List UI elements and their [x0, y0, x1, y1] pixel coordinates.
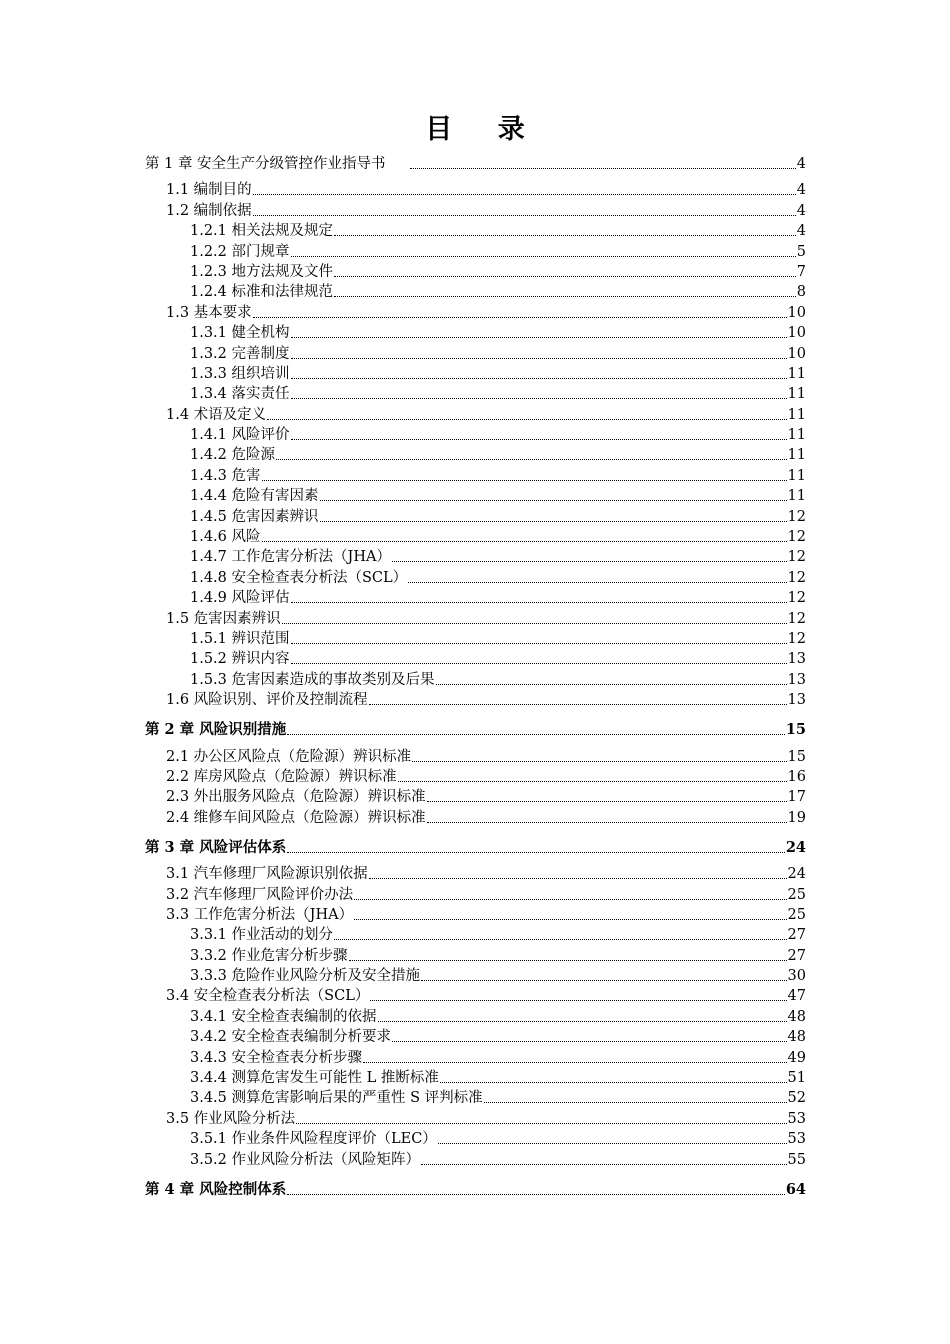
- toc-page-number: 13: [787, 692, 806, 709]
- toc-entry[interactable]: [145, 282, 806, 302]
- toc-entry[interactable]: [145, 1006, 806, 1026]
- dot-leader: [354, 919, 786, 920]
- dot-leader: [253, 194, 796, 195]
- toc-entry-title: 1.4 术语及定义: [166, 406, 267, 423]
- toc-entry[interactable]: [145, 364, 806, 384]
- toc-entry-title: 1.4.4 危险有害因素: [190, 488, 319, 505]
- toc-page-number: 11: [787, 447, 806, 464]
- toc-entry-title: 1.2.2 部门规章: [190, 243, 290, 260]
- toc-page-number: 48: [787, 1008, 806, 1025]
- toc-page-number: 13: [787, 671, 806, 688]
- toc-entry[interactable]: [145, 323, 806, 343]
- toc-entry[interactable]: [145, 343, 806, 363]
- toc-entry-title: 2.4 维修车间风险点（危险源）辨识标准: [166, 809, 426, 826]
- toc-entry-title: 1.3.3 组织培训: [190, 365, 290, 382]
- toc-entry[interactable]: [145, 1149, 806, 1169]
- toc-entry-title: 3.3.1 作业活动的划分: [190, 927, 334, 944]
- toc-chapter-entry[interactable]: [145, 836, 806, 858]
- dot-leader: [438, 1143, 787, 1144]
- table-of-contents: [145, 152, 806, 1200]
- toc-entry[interactable]: [145, 384, 806, 404]
- toc-page-number: 10: [787, 325, 806, 342]
- toc-entry[interactable]: [145, 1129, 806, 1149]
- dot-leader: [410, 168, 796, 169]
- toc-entry[interactable]: [145, 925, 806, 945]
- dot-leader: [369, 878, 787, 879]
- toc-entry-title: 第 3 章 风险评估体系: [145, 838, 287, 856]
- dot-leader: [253, 215, 796, 216]
- toc-entry-title: 1.4.6 风险: [190, 529, 261, 546]
- toc-entry[interactable]: [145, 200, 806, 220]
- toc-page-number: 52: [787, 1090, 806, 1107]
- dot-leader: [253, 317, 787, 318]
- dot-leader: [392, 561, 787, 562]
- toc-entry[interactable]: [145, 690, 806, 710]
- toc-entry-title: 1.3.4 落实责任: [190, 386, 290, 403]
- dot-leader: [296, 1123, 786, 1124]
- toc-entry-title: 2.3 外出服务风险点（危险源）辨识标准: [166, 789, 426, 806]
- dot-leader: [320, 500, 787, 501]
- dot-leader: [349, 960, 787, 961]
- toc-entry[interactable]: [145, 1027, 806, 1047]
- toc-page-number: 12: [787, 569, 806, 586]
- toc-entry[interactable]: [145, 262, 806, 282]
- toc-page-number: 48: [787, 1029, 806, 1046]
- dot-leader: [282, 623, 787, 624]
- toc-page-number: 53: [787, 1110, 806, 1127]
- dot-leader: [291, 358, 787, 359]
- toc-entry-title: 1.4.9 风险评估: [190, 590, 290, 607]
- toc-page-number: 24: [785, 838, 806, 856]
- toc-page-number: 4: [796, 156, 806, 172]
- dot-leader: [392, 1041, 787, 1042]
- toc-entry[interactable]: [145, 547, 806, 567]
- toc-entry-title: 3.4.4 测算危害发生可能性 L 推断标准: [190, 1070, 439, 1087]
- toc-entry[interactable]: [145, 527, 806, 547]
- toc-entry[interactable]: [145, 425, 806, 445]
- toc-page-number: 12: [787, 590, 806, 607]
- dot-leader: [484, 1102, 787, 1103]
- toc-page-number: 25: [787, 906, 806, 923]
- toc-entry[interactable]: [145, 588, 806, 608]
- toc-entry[interactable]: [145, 302, 806, 322]
- toc-entry[interactable]: [145, 1108, 806, 1128]
- dot-leader: [291, 398, 787, 399]
- toc-entry-title: 3.4.3 安全检查表分析步骤: [190, 1049, 363, 1066]
- toc-page-number: 51: [787, 1070, 806, 1087]
- toc-entry-title: 1.2.1 相关法规及规定: [190, 223, 334, 240]
- dot-leader: [291, 602, 787, 603]
- toc-entry-title: 1.5.1 辨识范围: [190, 630, 290, 647]
- toc-chapter-entry[interactable]: [145, 718, 806, 740]
- toc-page-number: 16: [787, 768, 806, 785]
- toc-page-number: 27: [787, 927, 806, 944]
- toc-entry-title: 2.1 办公区风险点（危险源）辨识标准: [166, 748, 412, 765]
- toc-entry[interactable]: [145, 905, 806, 925]
- toc-entry-title: 2.2 库房风险点（危险源）辨识标准: [166, 768, 397, 785]
- toc-entry-title: 1.6 风险识别、评价及控制流程: [166, 692, 368, 709]
- toc-entry[interactable]: [145, 1047, 806, 1067]
- toc-entry-title: 3.4 安全检查表分析法（SCL）: [166, 988, 370, 1005]
- toc-page-number: 47: [787, 988, 806, 1005]
- toc-page-number: 25: [787, 886, 806, 903]
- toc-entry[interactable]: [145, 180, 806, 200]
- dot-leader: [427, 801, 787, 802]
- toc-entry-title: 1.2.4 标准和法律规范: [190, 284, 334, 301]
- dot-leader: [369, 704, 787, 705]
- toc-entry[interactable]: [145, 884, 806, 904]
- toc-entry-title: 1.3 基本要求: [166, 304, 252, 321]
- toc-entry-title: 3.4.2 安全检查表编制分析要求: [190, 1029, 392, 1046]
- toc-entry-title: 1.3.1 健全机构: [190, 325, 290, 342]
- toc-entry-title: 1.2 编制依据: [166, 202, 252, 219]
- toc-page-number: 64: [785, 1180, 806, 1198]
- toc-page-number: 15: [787, 748, 806, 765]
- toc-page-number: 11: [787, 427, 806, 444]
- toc-entry[interactable]: [145, 746, 806, 766]
- dot-leader: [262, 541, 787, 542]
- toc-page-number: 17: [787, 789, 806, 806]
- toc-chapter-entry[interactable]: [145, 152, 806, 174]
- toc-page-number: 12: [787, 630, 806, 647]
- toc-page-number: 5: [796, 243, 806, 260]
- toc-entry-title: 3.2 汽车修理厂风险评价办法: [166, 886, 354, 903]
- dot-leader: [287, 734, 785, 735]
- toc-entry-title: 1.4.5 危害因素辨识: [190, 508, 319, 525]
- toc-page-number: 11: [787, 488, 806, 505]
- toc-page-number: 12: [787, 529, 806, 546]
- toc-entry-title: 第 4 章 风险控制体系: [145, 1180, 287, 1198]
- toc-page-number: 13: [787, 651, 806, 668]
- dot-leader: [334, 939, 787, 940]
- dot-leader: [363, 1062, 787, 1063]
- toc-entry[interactable]: [145, 787, 806, 807]
- toc-entry[interactable]: [145, 986, 806, 1006]
- dot-leader: [398, 781, 787, 782]
- toc-page-number: 12: [787, 610, 806, 627]
- toc-page-number: 7: [796, 263, 806, 280]
- toc-entry-title: 第 1 章 安全生产分级管控作业指导书: [145, 156, 386, 172]
- toc-entry-title: 3.3.2 作业危害分析步骤: [190, 947, 348, 964]
- toc-entry-title: 1.4.2 危险源: [190, 447, 276, 464]
- dot-leader: [334, 296, 796, 297]
- toc-page-number: 55: [787, 1151, 806, 1168]
- toc-entry-title: 3.4.1 安全检查表编制的依据: [190, 1008, 377, 1025]
- toc-entry-title: 1.2.3 地方法规及文件: [190, 263, 334, 280]
- toc-entry[interactable]: [145, 241, 806, 261]
- toc-entry-title: 1.5.2 辨识内容: [190, 651, 290, 668]
- toc-entry[interactable]: [145, 404, 806, 424]
- toc-entry-title: 3.5 作业风险分析法: [166, 1110, 296, 1127]
- toc-entry-title: 1.1 编制目的: [166, 182, 252, 199]
- toc-entry[interactable]: [145, 486, 806, 506]
- dot-leader: [287, 1194, 785, 1195]
- toc-entry[interactable]: [145, 567, 806, 587]
- dot-leader: [267, 419, 786, 420]
- toc-entry-title: 第 2 章 风险识别措施: [145, 721, 287, 739]
- toc-entry[interactable]: [145, 608, 806, 628]
- toc-entry[interactable]: [145, 807, 806, 827]
- toc-entry-title: 1.4.3 危害: [190, 467, 261, 484]
- dot-leader: [436, 684, 787, 685]
- dot-leader: [421, 980, 787, 981]
- toc-entry-title: 3.5.1 作业条件风险程度评价（LEC）: [190, 1131, 437, 1148]
- dot-leader: [291, 663, 787, 664]
- dot-leader: [370, 1000, 786, 1001]
- toc-entry[interactable]: [145, 966, 806, 986]
- toc-page-number: 4: [796, 202, 806, 219]
- dot-leader: [291, 378, 787, 379]
- toc-page-number: 53: [787, 1131, 806, 1148]
- toc-entry[interactable]: [145, 1068, 806, 1088]
- toc-entry[interactable]: [145, 445, 806, 465]
- dot-leader: [291, 439, 787, 440]
- toc-entry[interactable]: [145, 1088, 806, 1108]
- toc-entry-title: 1.5.3 危害因素造成的事故类别及后果: [190, 671, 435, 688]
- dot-leader: [276, 459, 787, 460]
- toc-entry[interactable]: [145, 649, 806, 669]
- dot-leader: [262, 480, 787, 481]
- toc-page-number: 12: [787, 508, 806, 525]
- toc-entry-title: 3.5.2 作业风险分析法（风险矩阵）: [190, 1151, 421, 1168]
- toc-page-number: 11: [787, 467, 806, 484]
- dot-leader: [427, 822, 787, 823]
- dot-leader: [291, 337, 787, 338]
- page-title: 目 录: [425, 114, 543, 145]
- dot-leader: [354, 899, 786, 900]
- dot-leader: [440, 1082, 787, 1083]
- toc-page-number: 49: [787, 1049, 806, 1066]
- toc-entry-title: 3.4.5 测算危害影响后果的严重性 S 评判标准: [190, 1090, 483, 1107]
- dot-leader: [334, 276, 796, 277]
- toc-entry-title: 1.5 危害因素辨识: [166, 610, 281, 627]
- dot-leader: [287, 852, 785, 853]
- toc-page-number: 8: [796, 284, 806, 301]
- toc-entry[interactable]: [145, 945, 806, 965]
- dot-leader: [378, 1021, 787, 1022]
- toc-page-number: 24: [787, 866, 806, 883]
- toc-entry-title: 1.4.8 安全检查表分析法（SCL）: [190, 569, 408, 586]
- dot-leader: [320, 521, 787, 522]
- toc-page-number: 12: [787, 549, 806, 566]
- toc-entry[interactable]: [145, 506, 806, 526]
- toc-entry[interactable]: [145, 669, 806, 689]
- dot-leader: [334, 235, 796, 236]
- toc-page-number: 11: [787, 386, 806, 403]
- dot-leader: [291, 643, 787, 644]
- toc-page-number: 15: [785, 721, 806, 739]
- toc-entry[interactable]: [145, 767, 806, 787]
- toc-chapter-entry[interactable]: [145, 1178, 806, 1200]
- toc-page-number: 4: [796, 182, 806, 199]
- toc-entry[interactable]: [145, 465, 806, 485]
- toc-entry[interactable]: [145, 221, 806, 241]
- toc-page-number: 19: [787, 809, 806, 826]
- toc-entry-title: 3.3 工作危害分析法（JHA）: [166, 906, 354, 923]
- dot-leader: [421, 1164, 787, 1165]
- toc-page-number: 10: [787, 345, 806, 362]
- dot-leader: [412, 761, 786, 762]
- toc-entry-title: 1.4.1 风险评价: [190, 427, 290, 444]
- toc-entry[interactable]: [145, 629, 806, 649]
- toc-page-number: 27: [787, 947, 806, 964]
- toc-entry-title: 3.3.3 危险作业风险分析及安全措施: [190, 968, 421, 985]
- toc-page-number: 30: [787, 968, 806, 985]
- toc-page-number: 11: [787, 365, 806, 382]
- dot-leader: [408, 582, 786, 583]
- toc-page-number: 11: [787, 406, 806, 423]
- toc-entry-title: 1.3.2 完善制度: [190, 345, 290, 362]
- toc-entry-title: 3.1 汽车修理厂风险源识别依据: [166, 866, 368, 883]
- toc-entry[interactable]: [145, 864, 806, 884]
- toc-entry-title: 1.4.7 工作危害分析法（JHA）: [190, 549, 391, 566]
- toc-page-number: 4: [796, 223, 806, 240]
- dot-leader: [291, 256, 796, 257]
- toc-page-number: 10: [787, 304, 806, 321]
